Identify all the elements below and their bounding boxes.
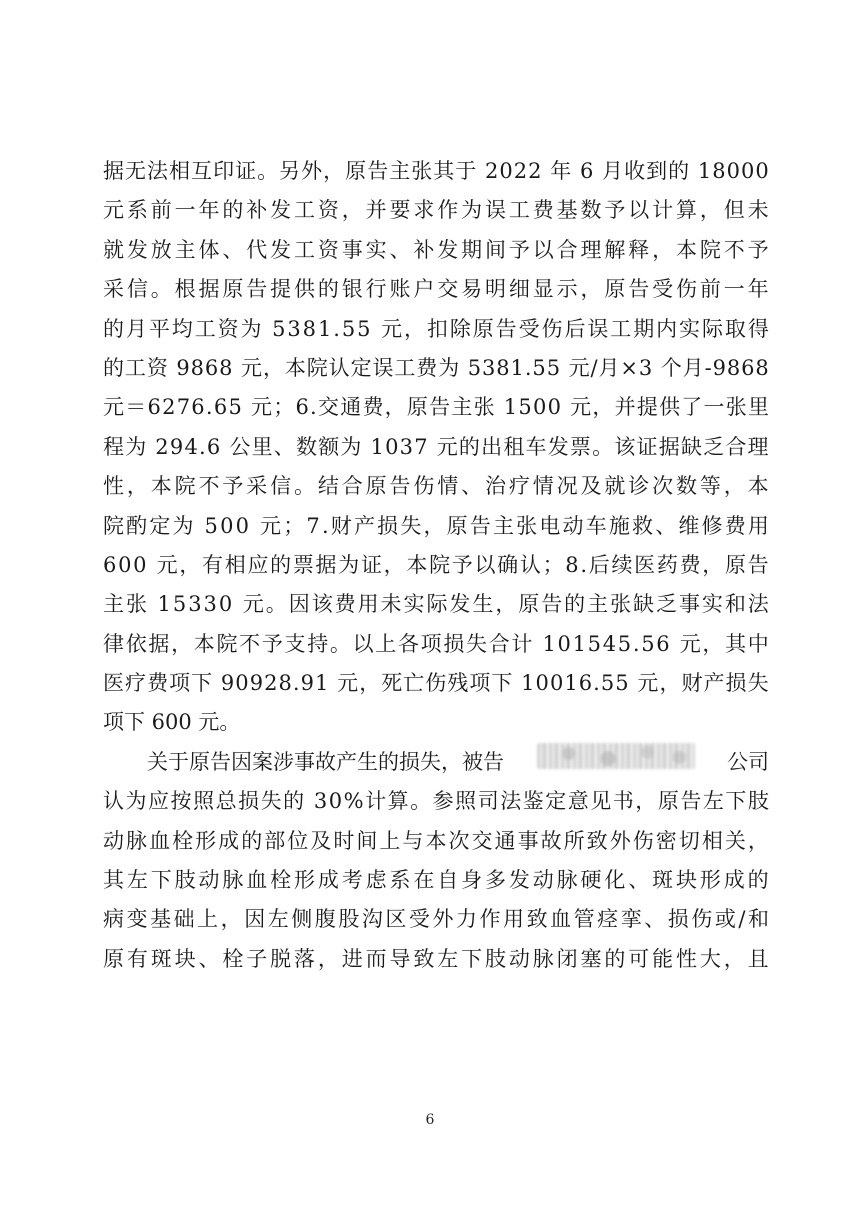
text-line: 认 为 应 按 照 总 损 失 的 3 0 % 计 算 。 参 照 司 法 鉴 定 意 见 书 ， 原 告 左 下 肢	[103, 789, 769, 814]
text-line: 元 系 前 一 年 的 补 发 工 资 ， 并 要 求 作 为 误 工 费 基 数 予 以 计 算 ， 但 未	[103, 198, 769, 223]
text-line: 医 疗 费 项 下 9 0 9 2 8 . 9 1 元 ， 死 亡 伤 残 项 下 1 0 0 1 6 . 5 5 元 ， 财 产 损 失	[103, 671, 769, 696]
text-line: 程 为 2 9 4 . 6 公 里 、 数 额 为 1 0 3 7 元 的 出 租 车 发 票 。 该 证 据 缺 乏 合 理	[103, 434, 769, 459]
text-line: 主 张 1 5 3 3 0 元 。 因 该 费 用 未 实 际 发 生 ， 原 告 的 主 张 缺 乏 事 实 和 法	[103, 592, 769, 617]
text-line: 病 变 基 础 上 ， 因 左 侧 腹 股 沟 区 受 外 力 作 用 致 血 管 痉 挛 、 损 伤 或 / 和	[103, 907, 769, 932]
text-line: 动 脉 血 栓 形 成 的 部 位 及 时 间 上 与 本 次 交 通 事 故 所 致 外 伤 密 切 相 关 ，	[103, 828, 769, 853]
text-line: 元 ＝ 6 2 7 6 . 6 5 元 ； 6 . 交 通 费 ， 原 告 主 张 1 5 0 0 元 ， 并 提 供 了 一 张 里	[103, 395, 769, 420]
paragraph-2-first-line	[103, 743, 769, 782]
text-line: 律 依 据 ， 本 院 不 予 支 持 。 以 上 各 项 损 失 合 计 1 0 1 5 4 5 . 5 6 元 ， 其 中	[103, 631, 769, 656]
page-number: 6	[425, 1112, 435, 1128]
text-line: 采 信 。 根 据 原 告 提 供 的 银 行 账 户 交 易 明 细 显 示 ， 原 告 受 伤 前 一 年	[103, 277, 769, 302]
text-line: 6 0 0 元 ， 有 相 应 的 票 据 为 证 ， 本 院 予 以 确 认 ； 8 . 后 续 医 药 费 ， 原 告	[103, 552, 769, 577]
paragraph-1	[103, 152, 769, 743]
text-line: 就 发 放 主 体 、 代 发 工 资 事 实 、 补 发 期 间 予 以 合 理 解 释 ， 本 院 不 予	[103, 237, 769, 262]
text-line: 原 有 斑 块 、 栓 子 脱 落 ， 进 而 导 致 左 下 肢 动 脉 闭 塞 的 可 能 性 大 ， 且	[103, 946, 769, 971]
document-body	[103, 152, 769, 979]
text-line: 其 左 下 肢 动 脉 血 栓 形 成 考 虑 系 在 自 身 多 发 动 脉 硬 化 、 斑 块 形 成 的	[103, 868, 769, 893]
paragraph-2-lead-text: 关于原告因案涉事故产生的损失，被告	[147, 749, 504, 774]
text-line: 性 ， 本 院 不 予 采 信 。 结 合 原 告 伤 情 、 治 疗 情 况 及 就 诊 次 数 等 ， 本	[103, 474, 769, 499]
paragraph-2	[103, 782, 769, 979]
text-line: 项下 600 元。	[103, 710, 241, 735]
text-line: 据 无 法 相 互 印 证 。 另 外 ， 原 告 主 张 其 于 2 0 2 2 年 6 月 收 到 的 1 8 0 0 0	[103, 159, 769, 183]
text-line: 院 酌 定 为 5 0 0 元 ； 7 . 财 产 损 失 ， 原 告 主 张 电 动 车 施 救 、 维 修 费 用	[103, 513, 769, 538]
paragraph-2-lead-suffix: 公司	[727, 749, 769, 774]
text-line: 的 工 资 9 8 6 8 元 ， 本 院 认 定 误 工 费 为 5 3 8 1 . 5 5 元 / 月 × 3 个 月 - 9 8 6 8	[103, 355, 769, 380]
redacted-company-name	[537, 743, 695, 769]
text-line: 的 月 平 均 工 资 为 5 3 8 1 . 5 5 元 ， 扣 除 原 告 受 伤 后 误 工 期 内 实 际 取 得	[103, 316, 769, 341]
